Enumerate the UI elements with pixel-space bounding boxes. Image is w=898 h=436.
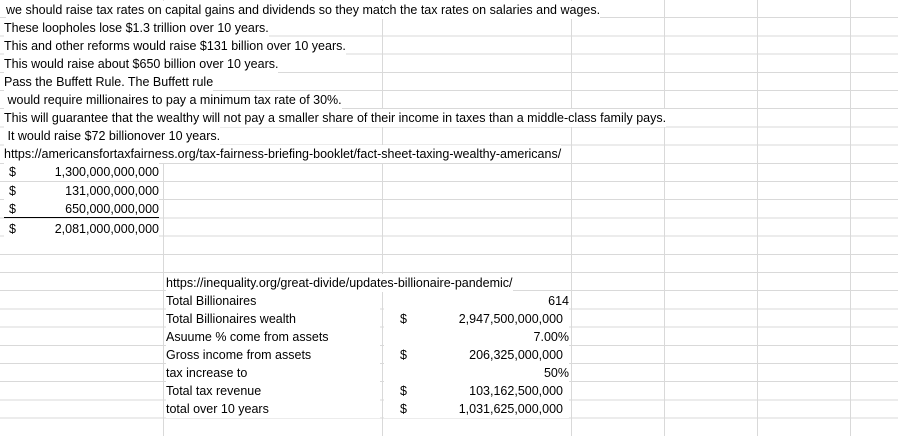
currency-symbol: $ (400, 348, 407, 362)
cell-text-row-3[interactable]: This and other reforms would raise $131 billion over 10 years. (4, 39, 346, 53)
calc-value-assets-percent[interactable]: 7.00% (384, 328, 569, 346)
amount-value: 1,300,000,000,000 (54, 165, 159, 179)
calc-amount: 2,947,500,000,000 (458, 312, 563, 326)
amount-cell-2[interactable] (4, 182, 159, 200)
currency-symbol: $ (9, 222, 16, 236)
cell-text-row-1[interactable]: we should raise tax rates on capital gains and dividends so they match the tax rates on salaries and wages. (6, 3, 601, 17)
calc-amount: 103,162,500,000 (469, 384, 563, 398)
cell-text-row-6[interactable]: would require millionaires to pay a minimum tax rate of 30%. (4, 93, 342, 107)
currency-symbol: $ (9, 202, 16, 216)
amount-cell-1[interactable] (4, 163, 159, 181)
calc-label-billionaires-wealth[interactable]: Total Billionaires wealth (166, 310, 380, 328)
amount-total-cell[interactable] (4, 220, 159, 238)
amount-cell-3[interactable] (4, 200, 159, 218)
calc-value-gross-income[interactable] (384, 346, 569, 364)
cell-text-row-2[interactable]: These loopholes lose $1.3 trillion over 10 years. (4, 21, 269, 35)
calc-value-billionaires-wealth[interactable] (384, 310, 569, 328)
currency-symbol: $ (9, 165, 16, 179)
currency-symbol: $ (9, 184, 16, 198)
cell-text-row-5[interactable]: Pass the Buffett Rule. The Buffett rule (4, 75, 214, 89)
currency-symbol: $ (400, 402, 407, 416)
calc-value-total-tax-revenue[interactable] (384, 382, 569, 400)
calc-label-assets-percent[interactable]: Asuume % come from assets (166, 328, 380, 346)
calc-label-total-tax-revenue[interactable]: Total tax revenue (166, 382, 380, 400)
calc-label-total-billionaires[interactable]: Total Billionaires (166, 292, 380, 310)
currency-symbol: $ (400, 384, 407, 398)
cell-text-row-8[interactable]: It would raise $72 billionover 10 years. (4, 129, 221, 143)
calc-value-tax-increase[interactable]: 50% (384, 364, 569, 382)
amount-value: 131,000,000,000 (65, 184, 159, 198)
calc-value-total-billionaires[interactable]: 614 (384, 292, 569, 310)
calc-value-total-10-years[interactable] (384, 400, 569, 418)
cell-text-row-4[interactable]: This would raise about $650 billion over 10 years. (4, 57, 279, 71)
calc-amount: 1,031,625,000,000 (458, 402, 563, 416)
amount-value: 2,081,000,000,000 (54, 222, 159, 236)
calc-label-gross-income[interactable]: Gross income from assets (166, 346, 380, 364)
calc-amount: 206,325,000,000 (469, 348, 563, 362)
currency-symbol: $ (400, 312, 407, 326)
calc-label-tax-increase[interactable]: tax increase to (166, 364, 380, 382)
calc-label-total-10-years[interactable]: total over 10 years (166, 400, 380, 418)
cell-source-url-1[interactable]: https://americansfortaxfairness.org/tax-fairness-briefing-booklet/fact-sheet-taxing-wealthy-americans/ (4, 147, 562, 161)
amount-value: 650,000,000,000 (65, 202, 159, 216)
cell-text-row-7[interactable]: This will guarantee that the wealthy will not pay a smaller share of their income in taxes than a middle-class family pays. (4, 111, 667, 125)
cell-source-url-2[interactable]: https://inequality.org/great-divide/updates-billionaire-pandemic/ (166, 276, 513, 290)
